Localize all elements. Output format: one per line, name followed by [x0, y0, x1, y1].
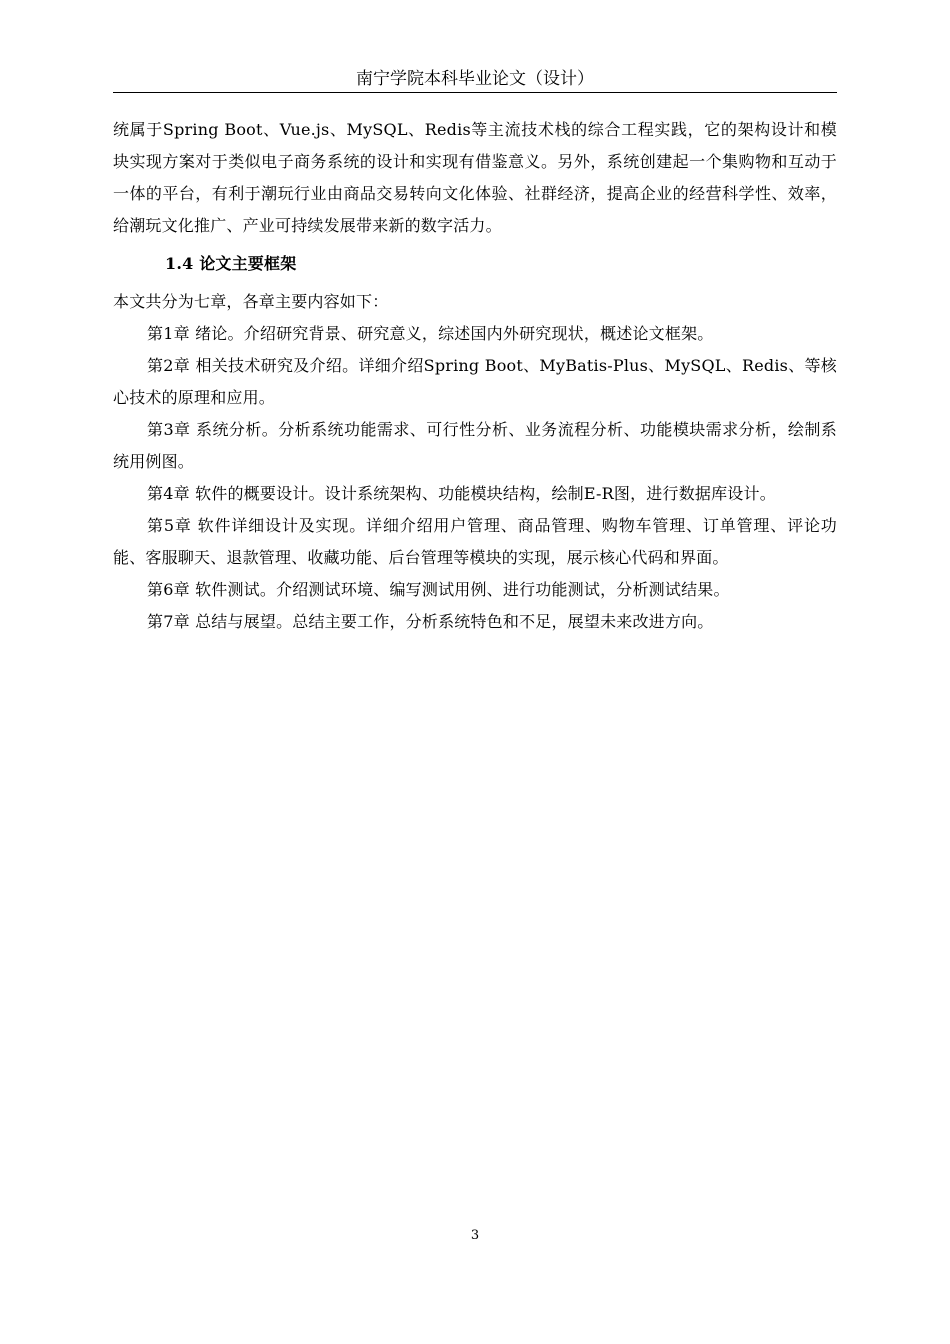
- section-intro: 本文共分为七章，各章主要内容如下：: [113, 292, 389, 311]
- intro-paragraph: 统属于Spring Boot、Vue.js、MySQL、Redis等主流技术栈的综合工程实践，它的架构设计和模块实现方案对于类似电子商务系统的设计和实现有借鉴意义。另外，系统创建起一个集购物和互动于一体的平台，有利于潮玩行业由商品交易转向文化体验、社群经济，提高企业的经营科学性、效率，给潮玩文化推广、产业可持续发展带来新的数字活力。: [113, 120, 837, 235]
- chapter-item: 第5章 软件详细设计及实现。详细介绍用户管理、商品管理、购物车管理、订单管理、评论功能、客服聊天、退款管理、收藏功能、后台管理等模块的实现，展示核心代码和界面。: [113, 516, 837, 567]
- document-body: [113, 114, 837, 638]
- chapter-item: 第4章 软件的概要设计。设计系统架构、功能模块结构，绘制E-R图，进行数据库设计。: [147, 484, 776, 503]
- chapter-item: 第6章 软件测试。介绍测试环境、编写测试用例、进行功能测试，分析测试结果。: [147, 580, 730, 599]
- chapter-item: 第3章 系统分析。分析系统功能需求、可行性分析、业务流程分析、功能模块需求分析，绘制系统用例图。: [113, 420, 837, 471]
- page-header: 南宁学院本科毕业论文（设计）: [113, 66, 837, 93]
- chapter-item: 第7章 总结与展望。总结主要工作，分析系统特色和不足，展望未来改进方向。: [147, 612, 714, 631]
- chapter-item: 第1章 绪论。介绍研究背景、研究意义，综述国内外研究现状，概述论文框架。: [147, 324, 714, 343]
- chapter-item: 第2章 相关技术研究及介绍。详细介绍Spring Boot、MyBatis-Plus、MySQL、Redis、等核心技术的原理和应用。: [113, 356, 837, 407]
- page-number: 3: [470, 1228, 480, 1243]
- section-heading: 1.4 论文主要框架: [165, 254, 297, 273]
